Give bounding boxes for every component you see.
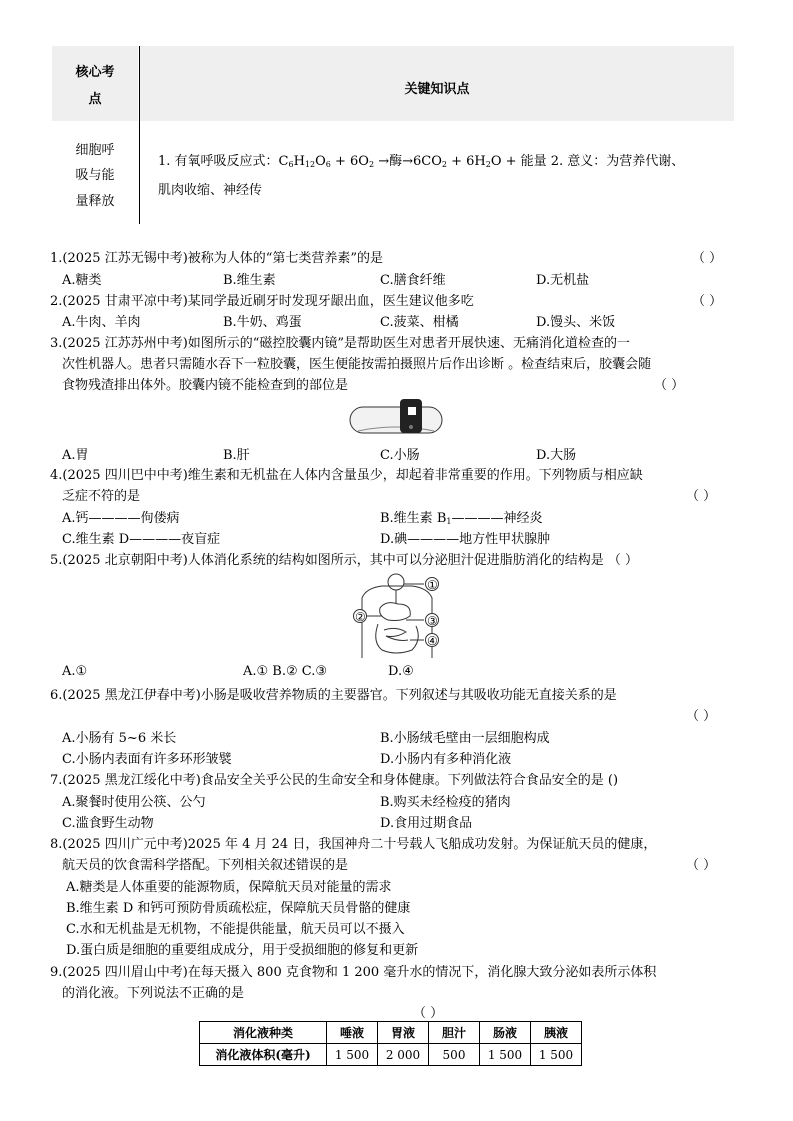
formula-sub: 2 xyxy=(485,160,491,169)
question-5-option-abc: A.① B.② C.③ xyxy=(243,664,328,679)
table-row xyxy=(200,1044,582,1066)
question-3-option-c: C.小肠 xyxy=(380,448,420,463)
option-b-sub: 1 xyxy=(446,517,452,526)
question-2-option-b: B.牛奶、鸡蛋 xyxy=(223,315,302,330)
table-header-left-line1: 核心考 xyxy=(75,65,115,80)
question-4-option-c: C.维生素 D————夜盲症 xyxy=(62,532,221,547)
question-5-stem: 5.(2025 北京朝阳中考)人体消化系统的结构如图所示，其中可以分泌胆汁促进脂肪消化的结构是 （ ） xyxy=(50,553,639,568)
question-3-stem-line2: 次性机器人。患者只需随水吞下一粒胶囊，医生便能按需拍摄照片后作出诊断 。检查结束后，胶囊会随 xyxy=(62,357,652,372)
question-8-option-b: B.维生素 D 和钙可预防骨质疏松症，保障航天员骨骼的健康 xyxy=(66,901,411,916)
formula-sub: 12 xyxy=(304,160,316,169)
question-9-stem-line1: 9.(2025 四川眉山中考)在每天摄入 800 克食物和 1 200 毫升水的情况下，消化腺大致分泌如表所示体积 xyxy=(50,965,657,980)
question-8-stem-line2: 航天员的饮食需科学搭配。下列相关叙述错误的是 xyxy=(62,858,349,873)
formula-sub: 6 xyxy=(288,160,294,169)
table-header-cell: 胰液 xyxy=(531,1022,582,1044)
formula-text: O xyxy=(315,154,326,169)
table-header-cell: 胃液 xyxy=(378,1022,429,1044)
question-7-stem: 7.(2025 黑龙江绥化中考)食品安全关乎公民的生命安全和身体健康。下列做法符合食品安全的是 () xyxy=(50,773,619,788)
formula-sub: 2 xyxy=(368,160,375,169)
formula-sub: 6 xyxy=(325,160,331,169)
question-1-answer-blank: （ ） xyxy=(692,251,723,266)
table-cell: 1 500 xyxy=(480,1044,531,1066)
question-3-stem-line1: 3.(2025 江苏苏州中考)如图所示的“磁控胶囊内镜”是帮助医生对患者开展快速、无痛消化道检查的一 xyxy=(50,336,631,351)
question-2-option-c: C.菠菜、柑橘 xyxy=(380,315,459,330)
question-7-option-d: D.食用过期食品 xyxy=(380,816,473,831)
formula-text: O + 能量 2. 意义：为营养代谢、 xyxy=(490,154,685,169)
question-3-option-a: A.胃 xyxy=(62,448,89,463)
formula-prefix: 1. 有氧呼吸反应式：C xyxy=(158,154,289,169)
question-7-option-a: A.聚餐时使用公筷、公勺 xyxy=(62,795,206,810)
question-4-stem-line2: 乏症不符的是 xyxy=(62,489,141,504)
question-3-option-d: D.大肠 xyxy=(536,448,577,463)
question-6-option-b: B.小肠绒毛壁由一层细胞构成 xyxy=(380,731,550,746)
question-6-option-d: D.小肠内有多种消化液 xyxy=(380,752,512,767)
knowledge-formula-line xyxy=(158,152,684,175)
question-7-option-c: C.滥食野生动物 xyxy=(62,816,154,831)
question-2-answer-blank: （ ） xyxy=(692,294,723,309)
diagram-label-3: ③ xyxy=(427,614,438,628)
question-8-answer-blank: （ ） xyxy=(686,858,717,873)
question-4-option-d: D.碘————地方性甲状腺肿 xyxy=(380,532,551,547)
question-8-option-a: A.糖类是人体重要的能源物质，保障航天员对能量的需求 xyxy=(66,880,392,895)
question-2-option-a: A.牛肉、羊肉 xyxy=(62,315,141,330)
table-row-left-line3: 量释放 xyxy=(75,194,115,209)
question-3-answer-blank: （ ） xyxy=(654,378,685,393)
question-6-option-c: C.小肠内表面有许多环形皱襞 xyxy=(62,752,232,767)
question-8-option-c: C.水和无机盐是无机物，不能提供能量，航天员可以不摄入 xyxy=(66,922,405,937)
capsule-endoscope-image xyxy=(348,393,444,441)
table-header-left-line2: 点 xyxy=(88,92,102,107)
table-header-cell: 肠液 xyxy=(480,1022,531,1044)
table-header-cell: 消化液种类 xyxy=(200,1022,327,1044)
table-cell: 2 000 xyxy=(378,1044,429,1066)
option-b-text: B.维生素 B xyxy=(380,511,447,526)
table-row-left-line1: 细胞呼 xyxy=(75,143,115,158)
diagram-label-4: ④ xyxy=(427,634,438,648)
formula-text: + 6O xyxy=(330,154,369,169)
question-2-option-d: D.馒头、米饭 xyxy=(536,315,616,330)
question-1-option-c: C.膳食纤维 xyxy=(380,273,446,288)
question-1-option-b: B.维生素 xyxy=(223,273,276,288)
question-1-option-d: D.无机盐 xyxy=(536,273,590,288)
option-b-rest: ————神经炎 xyxy=(451,511,543,526)
table-header-right: 关键知识点 xyxy=(404,82,470,97)
question-1-stem: 1.(2025 江苏无锡中考)被称为人体的“第七类营养素”的是 xyxy=(50,251,384,266)
question-5-option-d: D.④ xyxy=(388,664,414,679)
question-1-option-a: A.糖类 xyxy=(62,273,102,288)
table-cell: 消化液体积(毫升) xyxy=(200,1044,327,1066)
question-6-stem: 6.(2025 黑龙江伊春中考)小肠是吸收营养物质的主要器官。下列叙述与其吸收功能无直接关系的是 xyxy=(50,688,617,703)
question-9-answer-blank: （ ） xyxy=(413,1006,444,1021)
table-cell: 1 500 xyxy=(327,1044,378,1066)
question-9-stem-line2: 的消化液。下列说法不正确的是 xyxy=(62,986,245,1001)
diagram-label-2: ② xyxy=(355,610,366,624)
table-row-left-line2: 吸与能 xyxy=(75,168,115,183)
formula-sub: 2 xyxy=(441,160,447,169)
table-cell: 1 500 xyxy=(531,1044,582,1066)
question-6-option-a: A.小肠有 5~6 米长 xyxy=(62,731,177,746)
formula-text: →酶→6CO xyxy=(374,154,442,169)
formula-text: H xyxy=(293,154,305,169)
table-cell: 500 xyxy=(429,1044,480,1066)
question-8-option-d: D.蛋白质是细胞的重要组成成分，用于受损细胞的修复和更新 xyxy=(66,943,419,958)
question-7-option-b: B.购买未经检疫的猪肉 xyxy=(380,795,511,810)
question-4-option-a: A.钙————佝偻病 xyxy=(62,511,180,526)
question-4-option-b xyxy=(380,507,542,526)
table-divider xyxy=(139,46,140,224)
question-3-option-b: B.肝 xyxy=(223,448,250,463)
table-header-cell: 胆汁 xyxy=(429,1022,480,1044)
question-4-stem-line1: 4.(2025 四川巴中中考)维生素和无机盐在人体内含量虽少，却起着非常重要的作用。下列物质与相应缺 xyxy=(50,468,643,483)
question-6-answer-blank: （ ） xyxy=(686,709,717,724)
table-header-cell: 唾液 xyxy=(327,1022,378,1044)
digestive-juice-table xyxy=(199,1021,582,1066)
table-header-row xyxy=(200,1022,582,1044)
knowledge-line2: 肌肉收缩、神经传 xyxy=(158,183,263,198)
question-2-stem: 2.(2025 甘肃平凉中考)某同学最近刷牙时发现牙龈出血，医生建议他多吃 xyxy=(50,294,474,309)
question-5-option-a: A.① xyxy=(62,664,88,679)
question-8-stem-line1: 8.(2025 四川广元中考)2025 年 4 月 24 日，我国神舟二十号载人飞船成功发射。为保证航天员的健康， xyxy=(50,837,657,852)
question-4-answer-blank: （ ） xyxy=(686,489,717,504)
diagram-label-1: ① xyxy=(427,578,438,592)
formula-text: + 6H xyxy=(446,154,486,169)
question-3-stem-line3: 食物残渣排出体外。胶囊内镜不能检查到的部位是 xyxy=(62,378,349,393)
